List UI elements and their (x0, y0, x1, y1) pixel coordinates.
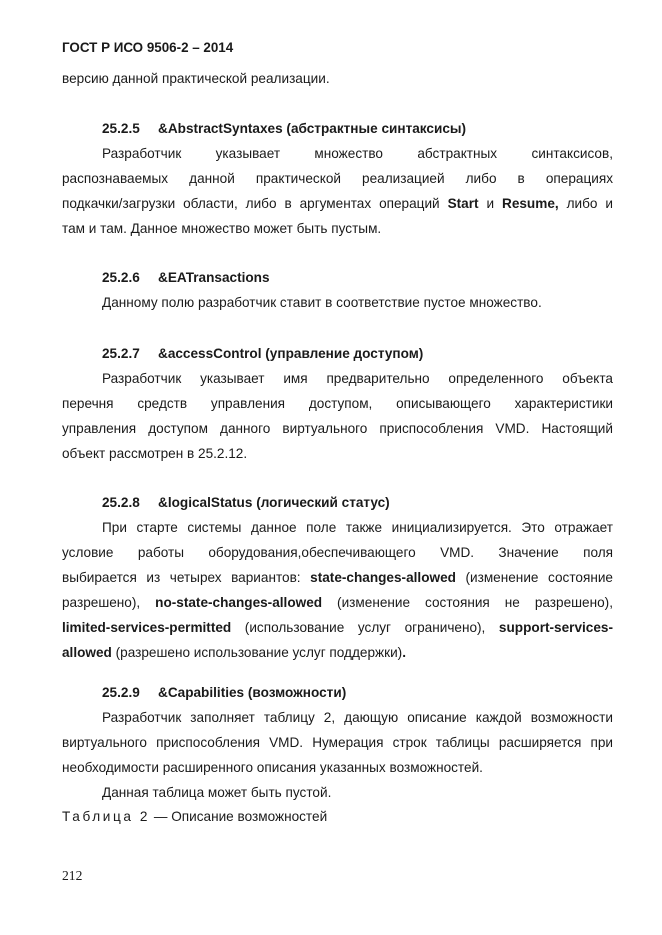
section-title: &accessControl (управление доступом) (158, 346, 424, 361)
section-title: &EATransactions (158, 270, 270, 285)
paragraph-line: перечня средств управления доступом, описывающего характеристики (62, 396, 613, 411)
paragraph-line: там и там. Данное множество может быть пустым. (62, 221, 382, 236)
section-title: &logicalStatus (логический статус) (158, 495, 390, 510)
table-caption-text: — Описание возможностей (150, 809, 328, 824)
section-number: 25.2.7 (102, 346, 140, 361)
section-number: 25.2.8 (102, 495, 140, 510)
paragraph-line (62, 619, 613, 637)
table-caption (62, 808, 613, 826)
paragraph-line (62, 569, 613, 587)
paragraph-line: управления доступом данного виртуального приспособления VMD. Настоящий (62, 421, 613, 436)
section-heading-25-2-9 (102, 684, 653, 702)
text-run: (изменение состояния не разрешено), (322, 595, 613, 610)
paragraph-line (62, 644, 613, 662)
bold-term: support-services- (498, 620, 613, 635)
section-title: &AbstractSyntaxes (абстрактные синтаксисы) (158, 121, 467, 136)
section-heading-25-2-7 (102, 345, 653, 363)
paragraph-line: Разработчик указывает имя предварительно определенного объекта (102, 371, 613, 386)
text-run: (изменение состояние (455, 570, 613, 585)
text-run: и (478, 196, 502, 211)
text-run: выбирается из четырех вариантов: (62, 570, 311, 585)
paragraph-line: Данная таблица может быть пустой. (102, 785, 332, 800)
bold-term: . (402, 645, 406, 660)
section-title: &Capabilities (возможности) (158, 685, 347, 700)
document-header: ГОСТ Р ИСО 9506-2 – 2014 (62, 40, 234, 55)
bold-term: Resume, (502, 196, 559, 211)
text-run: подкачки/загрузки области, либо в аргументах операций (62, 196, 448, 211)
paragraph-line (62, 195, 613, 213)
paragraph-line: Данному полю разработчик ставит в соответствие пустое множество. (102, 295, 542, 310)
bold-term: state-changes-allowed (310, 570, 456, 585)
section-heading-25-2-6 (102, 269, 653, 287)
paragraph-line: условие работы оборудования,обеспечивающего VMD. Значение поля (62, 545, 613, 560)
paragraph-line: объект рассмотрен в 25.2.12. (62, 446, 248, 461)
text-run: (использование услуг ограничено), (231, 620, 499, 635)
section-number: 25.2.9 (102, 685, 140, 700)
paragraph-line: распознаваемых данной практической реализацией либо в операциях (62, 171, 613, 186)
section-heading-25-2-8 (102, 494, 653, 512)
bold-term: Start (447, 196, 479, 211)
bold-term: allowed (62, 645, 112, 660)
paragraph-line: необходимости расширенного описания указанных возможностей. (62, 760, 483, 775)
text-run: (разрешено использование услуг поддержки) (111, 645, 403, 660)
paragraph-line: виртуального приспособления VMD. Нумерация строк таблицы расширяется при (62, 735, 613, 750)
text-run: либо и (558, 196, 613, 211)
bold-term: no-state-changes-allowed (155, 595, 323, 610)
text-run: разрешено), (62, 595, 156, 610)
paragraph-line (62, 594, 613, 612)
intro-line: версию данной практической реализации. (62, 71, 330, 86)
bold-term: limited-services-permitted (62, 620, 232, 635)
page-number: 212 (62, 868, 83, 883)
table-caption-label: Таблица 2 (62, 809, 151, 824)
section-number: 25.2.5 (102, 121, 140, 136)
paragraph-line: При старте системы данное поле также инициализируется. Это отражает (102, 520, 613, 535)
section-heading-25-2-5 (102, 120, 653, 138)
paragraph-line: Разработчик указывает множество абстрактных синтаксисов, (102, 146, 613, 161)
section-number: 25.2.6 (102, 270, 140, 285)
paragraph-line: Разработчик заполняет таблицу 2, дающую описание каждой возможности (102, 710, 613, 725)
